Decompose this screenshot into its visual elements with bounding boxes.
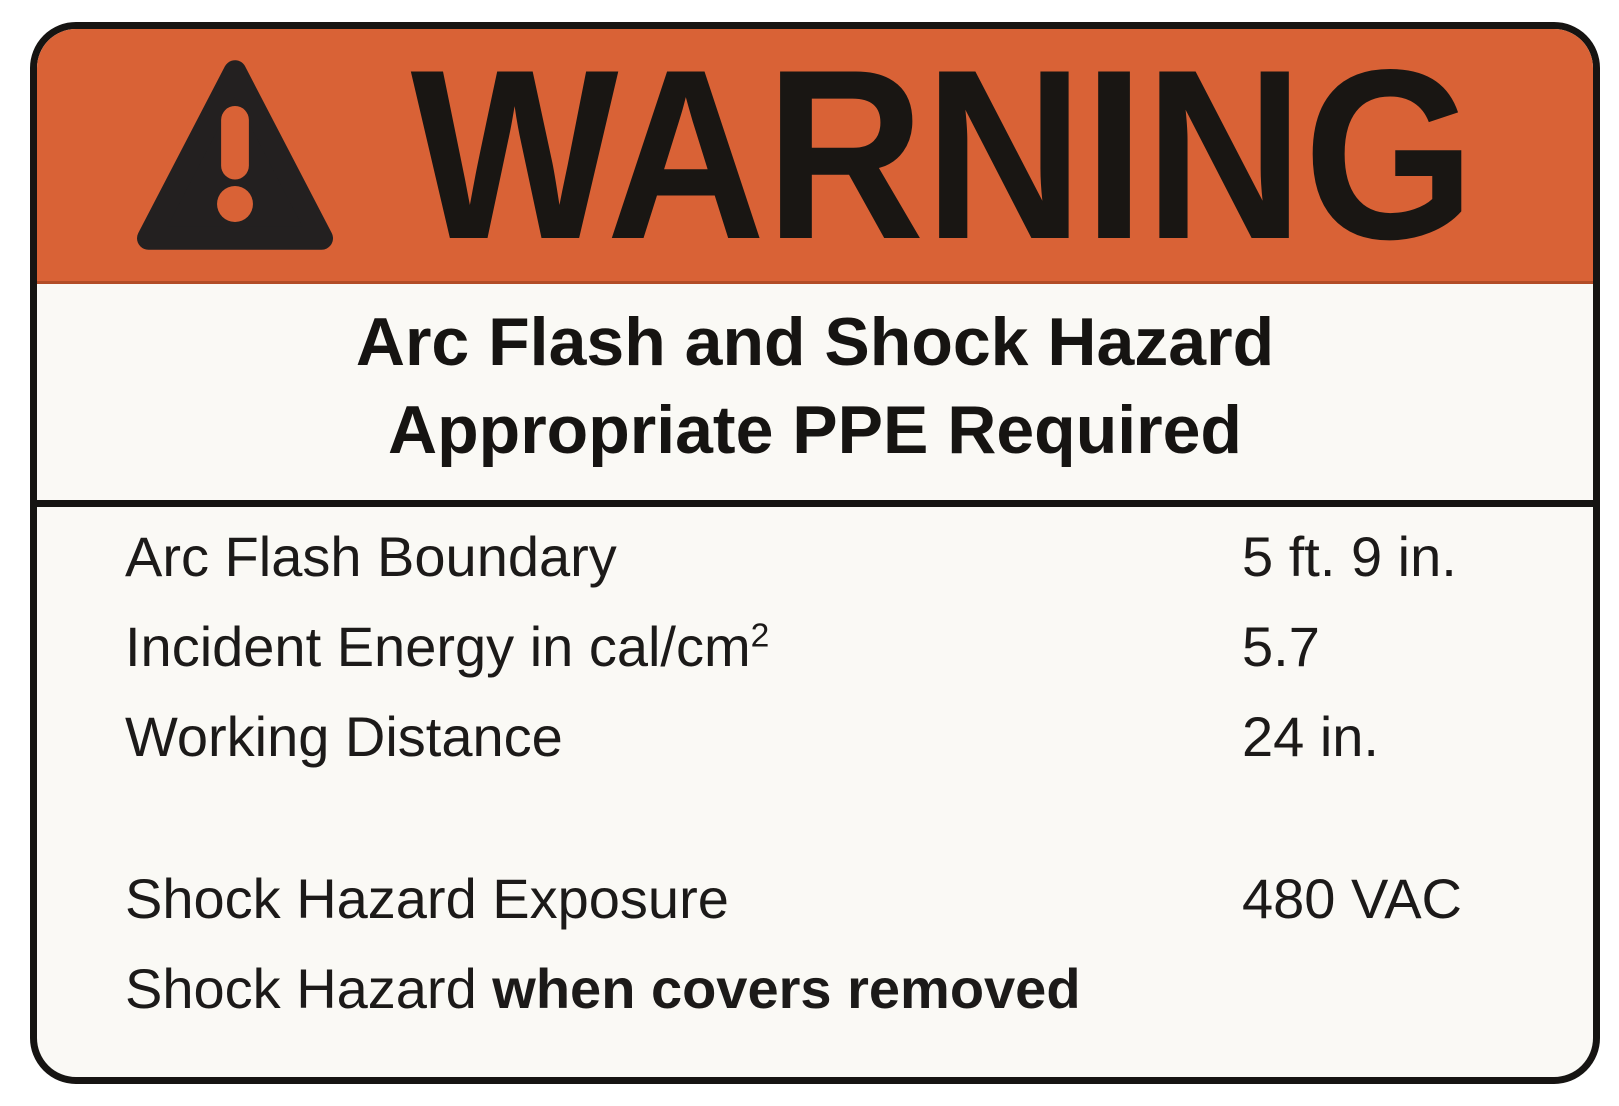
spec-label: Shock Hazard <box>125 957 493 1020</box>
spec-label: Shock Hazard Exposure <box>125 867 729 930</box>
spec-row-incident-energy <box>37 602 1593 692</box>
title-wrap <box>333 22 1553 290</box>
spec-value: 480 VAC <box>1242 867 1462 930</box>
spec-value: 5 ft. 9 in. <box>1242 525 1457 588</box>
warning-triangle-icon <box>137 54 333 256</box>
divider <box>37 500 1593 507</box>
warning-title: WARNING <box>410 22 1476 290</box>
subheader <box>37 284 1593 500</box>
spec-label: Incident Energy in cal/cm <box>125 615 751 678</box>
warning-label <box>30 22 1600 1084</box>
subheader-line2: Appropriate PPE Required <box>388 392 1242 468</box>
spec-rows <box>37 507 1593 1034</box>
spec-label: Working Distance <box>125 705 563 768</box>
spec-row-working-distance <box>37 692 1593 782</box>
spec-value: 24 in. <box>1242 705 1379 768</box>
header-banner <box>37 22 1593 290</box>
spec-row-arc-flash-boundary <box>37 512 1593 602</box>
superscript: 2 <box>750 617 770 655</box>
spec-row-shock-hazard-exposure <box>37 854 1593 944</box>
spec-label: Arc Flash Boundary <box>125 525 617 588</box>
spec-value: 5.7 <box>1242 615 1320 678</box>
subheader-line1: Arc Flash and Shock Hazard <box>355 304 1275 380</box>
spec-label-bold: when covers removed <box>492 957 1081 1020</box>
spec-row-shock-hazard-covers <box>37 944 1593 1034</box>
